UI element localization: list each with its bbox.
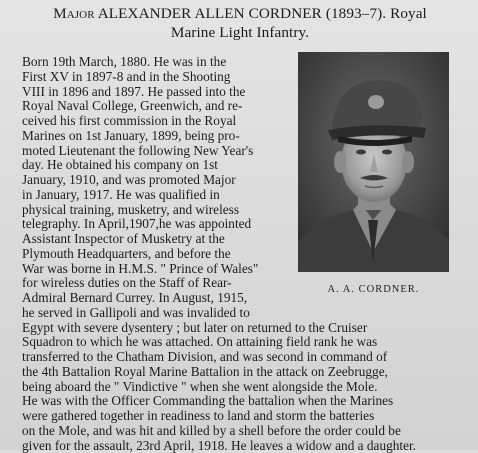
text-line: Royal Naval College, Greenwich, and re- [22, 98, 243, 114]
text-line: First XV in 1897-8 and in the Shooting [22, 68, 231, 84]
portrait-image [298, 52, 449, 272]
text-line: were gathered together in readiness to land and storm the batteries [22, 408, 375, 423]
text-line: Squadron to which he was attached. On attaining field rank he was [22, 334, 378, 350]
text-line: VIII in 1896 and 1897. He passed into the [22, 83, 246, 99]
text-line: Plymouth Headquarters, and before the [22, 245, 231, 261]
text-line: He was with the Officer Commanding the battalion when the Marines [22, 393, 394, 409]
text-line: physical training, musketry, and wireless [22, 201, 240, 217]
text-line: he served in Gallipoli and was invalided to [22, 304, 250, 320]
page-heading [20, 4, 460, 42]
text-line: Born 19th March, 1880. He was in the [22, 54, 227, 69]
text-line: War was borne in H.M.S. " Prince of Wales" [22, 260, 259, 276]
rank-label: Major [53, 5, 95, 22]
portrait-photo [298, 52, 449, 272]
text-line: Marines on 1st January, 1899, being pro- [22, 127, 240, 143]
text-line: moted Lieutenant the following New Year's [22, 142, 254, 158]
text-line: in January, 1917. He was qualified in [22, 186, 220, 202]
photo-caption: A. A. CORDNER. [327, 284, 420, 295]
text-line: on the Mole, and was hit and killed by a shell before the order could be [22, 422, 401, 438]
text-line: January, 1910, and was promoted Major [22, 172, 236, 187]
text-line: ceived his first commission in the Royal [22, 113, 237, 128]
text-line: Assistant Inspector of Musketry at the [22, 231, 225, 246]
text-line: given for the assault, 23rd April, 1918. He leaves a widow and a daughter. [22, 437, 417, 453]
text-line: transferred to the Chatham Division, and was second in command of [22, 349, 388, 364]
text-line: the 4th Battalion Royal Marine Battalion in the attack on Zeebrugge, [22, 363, 388, 379]
text-line: telegraphy. In April,1907,he was appointed [22, 216, 252, 232]
text-line: Egypt with severe dysentery ; but later on returned to the Cruiser [22, 319, 368, 335]
service-years: (1893–7). [325, 5, 387, 22]
officer-name: ALEXANDER ALLEN CORDNER [97, 5, 322, 22]
text-line: day. He obtained his company on 1st [22, 157, 218, 173]
unit-name: Royal [390, 5, 427, 22]
text-line: being aboard the " Vindictive " when she went alongside the Mole. [22, 378, 378, 394]
text-line: Admiral Bernard Currey. In August, 1915, [22, 290, 248, 305]
text-line: for wireless duties on the Staff of Rear- [22, 275, 232, 291]
unit-name-line2: Marine Light Infantry. [170, 24, 310, 41]
